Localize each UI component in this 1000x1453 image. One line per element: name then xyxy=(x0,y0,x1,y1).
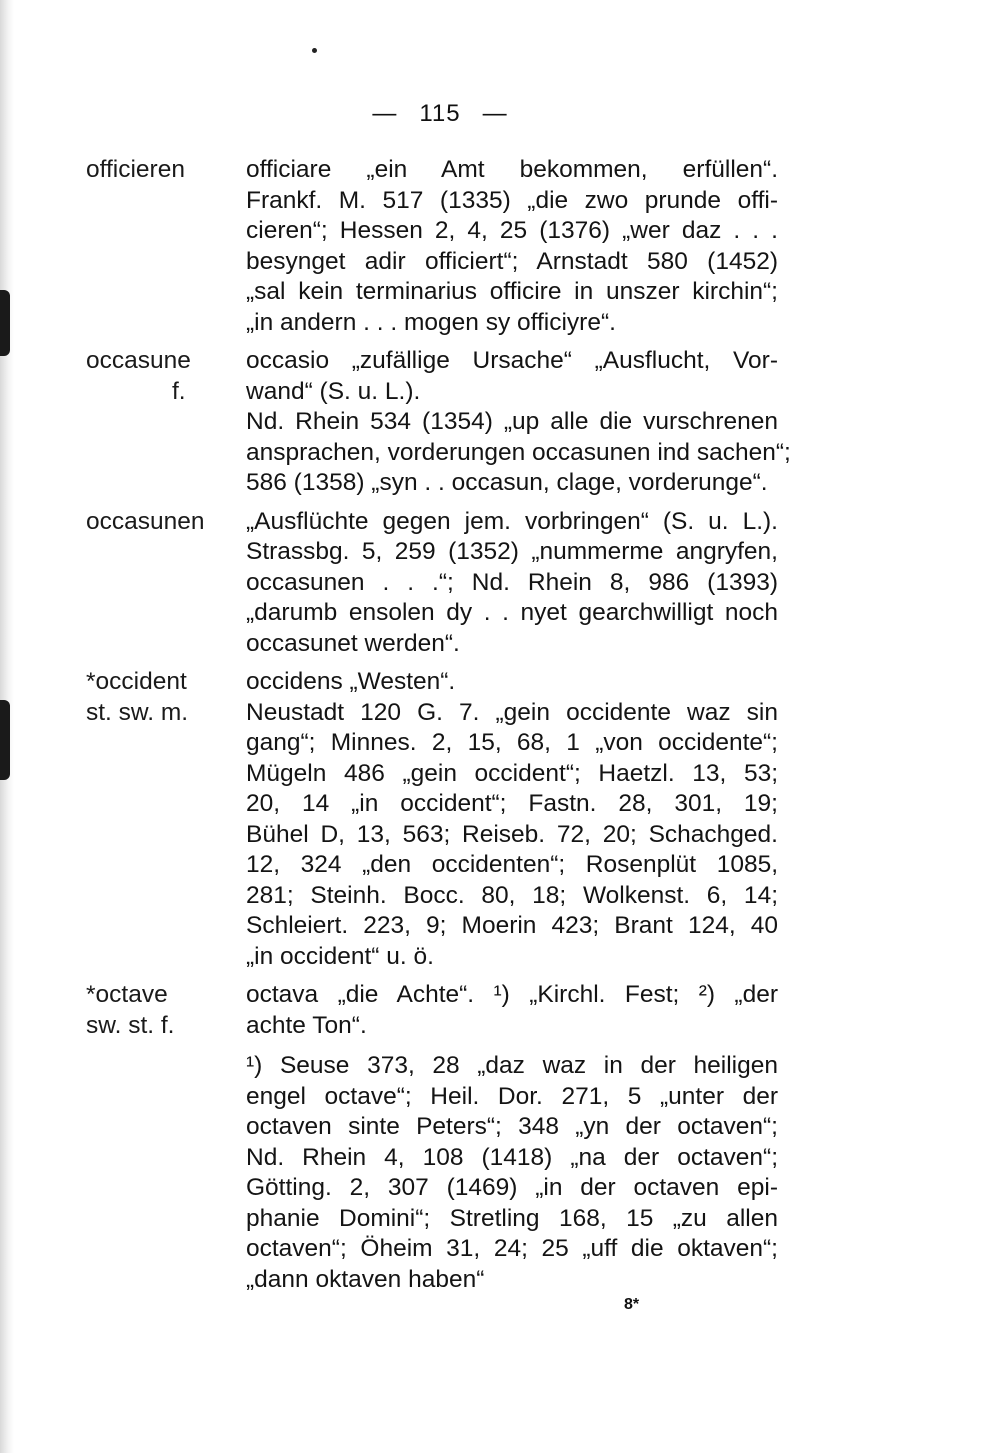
page-number-dash-right: — xyxy=(482,100,508,127)
entry-line: Strassbg. 5, 259 (1352) „nummerme angryfen, xyxy=(246,538,778,565)
footnote-line: octaven“; Öheim 31, 24; 25 „uff die oktaven“; xyxy=(246,1235,778,1262)
lemma xyxy=(86,980,236,1041)
lemma-headword: occasune xyxy=(86,347,191,374)
entry-line: 12, 324 „den occidenten“; Rosenplüt 1085, xyxy=(246,851,778,878)
entry-line: ansprachen, vorderungen occasunen ind sachen“; xyxy=(246,438,791,466)
entry-line: Mügeln 486 „gein occident“; Haetzl. 13, 53; xyxy=(246,759,778,787)
footnote-line: Götting. 2, 307 (1469) „in der octaven epi- xyxy=(246,1174,778,1201)
entry-line: Bühel D, 13, 563; Reiseb. 72, 20; Schachged. xyxy=(246,820,778,848)
entry-line: 281; Steinh. Bocc. 80, 18; Wolkenst. 6, 14; xyxy=(246,881,778,909)
entry-line: octava „die Achte“. ¹) „Kirchl. Fest; ²) „der xyxy=(246,981,778,1008)
dictionary-entries xyxy=(0,155,1000,1295)
page-number: 115 xyxy=(419,100,461,127)
lemma-grammar: sw. st. f. xyxy=(86,1011,175,1039)
entry-line: besynget adir officiert“; Arnstadt 580 (1452) xyxy=(246,247,778,275)
footnote-line: engel octave“; Heil. Dor. 271, 5 „unter der xyxy=(246,1082,778,1110)
footnote-line: phanie Domini“; Stretling 168, 15 „zu allen xyxy=(246,1204,778,1232)
lemma-headword: officieren xyxy=(86,156,185,183)
footnote-line: Nd. Rhein 4, 108 (1418) „na der octaven“; xyxy=(246,1143,778,1171)
entry-octave xyxy=(0,980,1000,1295)
footnote-line: octaven sinte Peters“; 348 „yn der octaven“; xyxy=(246,1113,778,1140)
entry-line: occasio „zufällige Ursache“ „Ausflucht, Vor- xyxy=(246,347,778,374)
entry-line: achte Ton“. xyxy=(246,1011,367,1039)
lemma-grammar: st. sw. m. xyxy=(86,698,189,726)
entry-line: „sal kein terminarius officire in unszer kirchin“; xyxy=(246,278,778,305)
entry-line: Nd. Rhein 534 (1354) „up alle die vurschrenen xyxy=(246,408,778,435)
lemma xyxy=(86,507,236,538)
entry-body xyxy=(246,346,791,499)
entry-body xyxy=(246,155,778,338)
entry-occasunen xyxy=(0,507,1000,660)
entry-line: occidens „Westen“. xyxy=(246,668,456,695)
page-header xyxy=(0,100,880,128)
page-number-dash-left: — xyxy=(372,100,398,127)
entry-line: officiare „ein Amt bekommen, erfüllen“. xyxy=(246,156,778,183)
entry-line: cieren“; Hessen 2, 4, 25 (1376) „wer daz . . . xyxy=(246,217,778,244)
lemma xyxy=(86,155,236,186)
entry-line: „Ausflüchte gegen jem. vorbringen“ (S. u. L.). xyxy=(246,507,778,535)
lemma-grammar: f. xyxy=(172,377,186,405)
footnote-line: ¹) Seuse 373, 28 „daz waz in der heiligen xyxy=(246,1052,778,1079)
entry-line: occasunen . . .“; Nd. Rhein 8, 986 (1393) xyxy=(246,568,778,596)
entry-line: gang“; Minnes. 2, 15, 68, 1 „von occidente“; xyxy=(246,729,778,756)
footnote-line: „dann oktaven haben“ xyxy=(246,1265,485,1293)
entry-body xyxy=(246,507,778,660)
entry-line: 20, 14 „in occident“; Fastn. 28, 301, 19; xyxy=(246,790,778,817)
entry-line: 586 (1358) „syn . . occasun, clage, vorderunge“. xyxy=(246,469,768,496)
lemma-headword: *occident xyxy=(86,668,187,695)
printer-signature: 8* xyxy=(624,1296,640,1313)
entry-line: „in andern . . . mogen sy officiyre“. xyxy=(246,308,616,336)
entry-line: „darumb ensolen dy . . nyet gearchwilligt noch xyxy=(246,599,778,626)
entry-line: „in occident“ u. ö. xyxy=(246,942,434,970)
lemma-headword: *octave xyxy=(86,981,168,1008)
entry-line: wand“ (S. u. L.). xyxy=(246,377,421,405)
lemma xyxy=(86,346,236,407)
entry-body xyxy=(246,667,778,972)
entry-officieren xyxy=(0,155,1000,338)
entry-line: Neustadt 120 G. 7. „gein occidente waz sin xyxy=(246,698,778,726)
entry-body xyxy=(246,980,778,1295)
entry-line: occasunet werden“. xyxy=(246,629,460,657)
lemma-headword: occasunen xyxy=(86,507,205,535)
lemma xyxy=(86,667,236,728)
entry-line: Schleiert. 223, 9; Moerin 423; Brant 124, 40 xyxy=(246,912,778,939)
entry-line: Frankf. M. 517 (1335) „die zwo prunde offi- xyxy=(246,186,778,214)
print-speck xyxy=(312,48,317,53)
footnote xyxy=(246,1051,778,1295)
entry-occasune xyxy=(0,346,1000,499)
entry-occident xyxy=(0,667,1000,972)
